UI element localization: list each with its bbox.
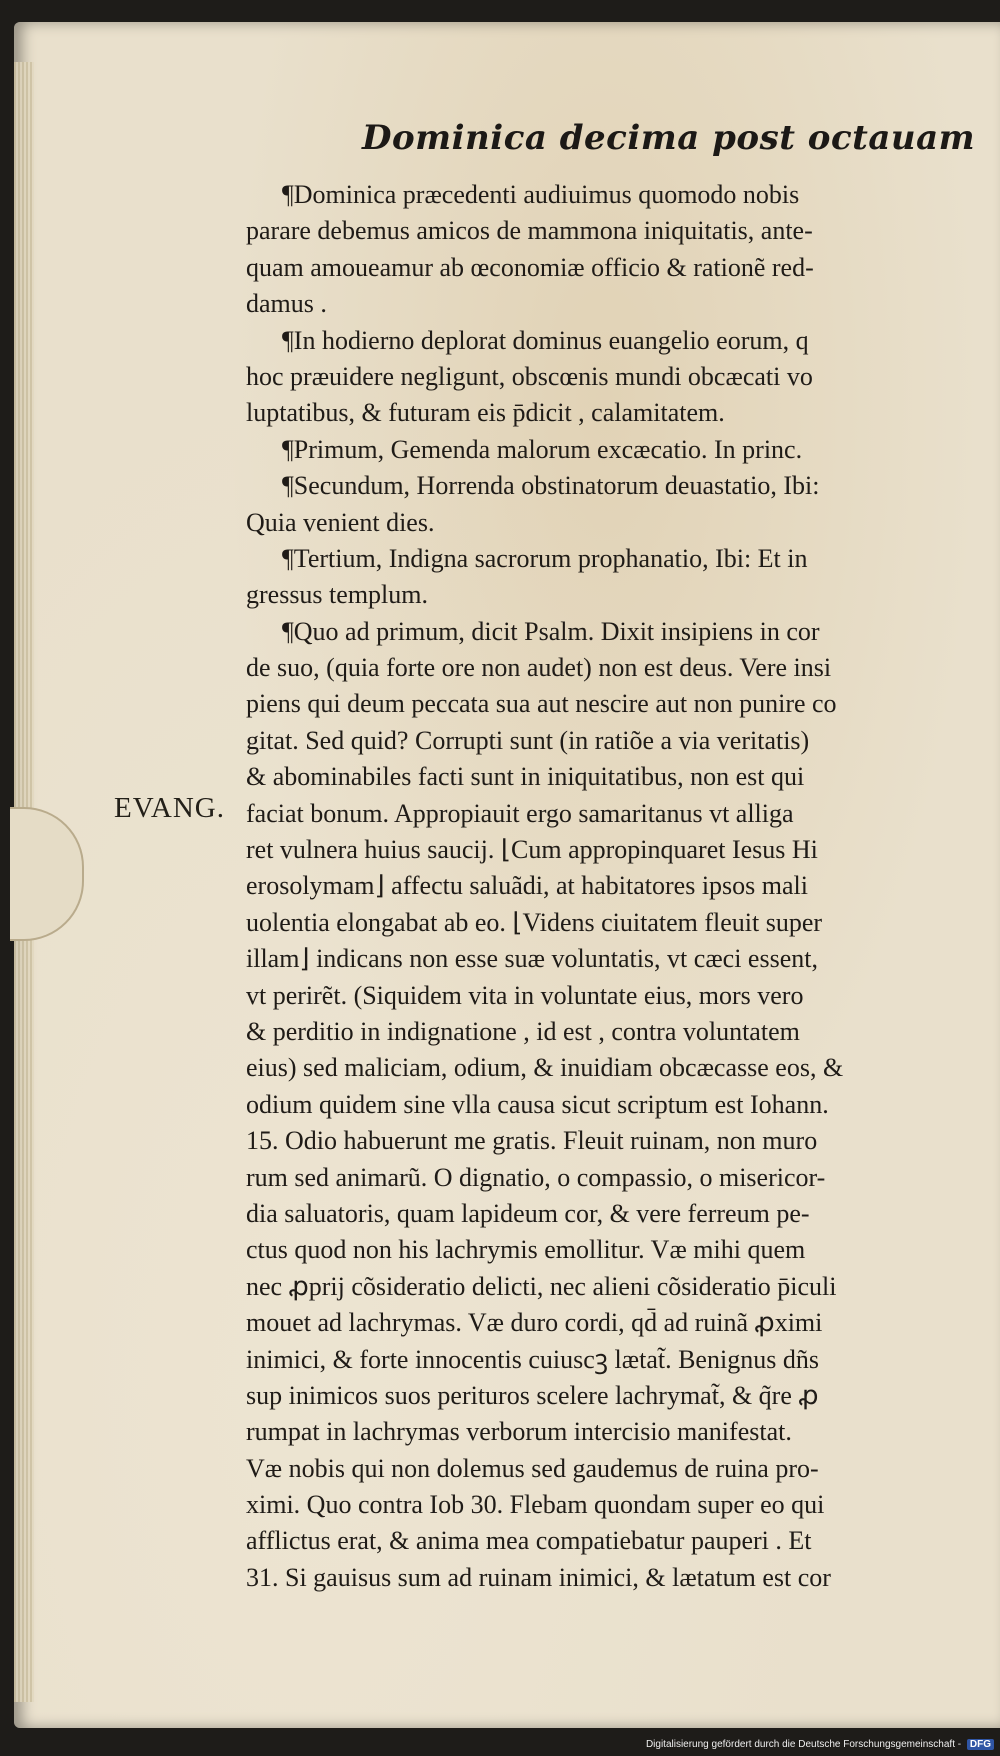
text-line: inimici, & forte innocentis cuiuscꝫ lætat̃. Benignus dñs — [246, 1344, 819, 1374]
text-line: hoc præuidere negligunt, obscœnis mundi obcæcati vo — [246, 361, 813, 391]
text-line: ¶Tertium, Indigna sacrorum prophanatio, Ibi: Et in — [282, 543, 808, 573]
margin-note: EVANG. — [114, 792, 225, 824]
text-line: vt perirẽt. (Siquidem vita in voluntate eius, mors vero — [246, 980, 804, 1010]
text-line: & abominabiles facti sunt in iniquitatibus, non est qui — [246, 762, 805, 792]
tab-marker — [10, 807, 84, 941]
running-title: Dominica decima post octauam — [362, 118, 976, 158]
text-line: ¶In hodierno deplorat dominus euangelio eorum, q — [282, 325, 809, 355]
text-line: ctus quod non his lachrymis emollitur. Væ mihi quem — [246, 1235, 806, 1265]
text-line: ¶Dominica præcedenti audiuimus quomodo nobis — [282, 180, 800, 209]
text-line: 31. Si gauisus sum ad ruinam inimici, & lætatum est cor — [246, 1562, 831, 1592]
text-line: ret vulnera huius saucij. ⌊Cum appropinquaret Iesus Hi — [246, 835, 818, 865]
text-line: erosolymam⌋ affectu saluãdi, at habitatores ipsos mali — [246, 871, 809, 901]
footer-credit — [646, 1739, 994, 1750]
text-line: quam amoueamur ab œconomiæ officio & rationẽ red- — [246, 252, 814, 282]
text-line: ximi. Quo contra Iob 30. Flebam quondam super eo qui — [246, 1490, 825, 1520]
text-line: de suo, (quia forte ore non audet) non est deus. Vere insi — [246, 653, 832, 683]
text-line: Quia venient dies. — [246, 507, 435, 537]
dfg-logo: DFG — [967, 1739, 994, 1750]
text-line: parare debemus amicos de mammona iniquitatis, ante- — [246, 216, 813, 246]
text-line: piens qui deum peccata sua aut nescire aut non punire co — [246, 689, 837, 719]
text-line: & perditio in indignatione , id est , contra voluntatem — [246, 1016, 800, 1046]
text-line: afflictus erat, & anima mea compatiebatur pauperi . Et — [246, 1526, 812, 1556]
footer-text: Digitalisierung gefördert durch die Deutsche Forschungsgemeinschaft - — [645, 1739, 962, 1750]
text-line: uolentia elongabat ab eo. ⌊Videns ciuitatem fleuit super — [246, 907, 823, 937]
text-line: rum sed animarũ. O dignatio, o compassio, o misericor- — [246, 1162, 826, 1192]
text-line: gitat. Sed quid? Corrupti sunt (in ratiõe a via veritatis) — [246, 725, 810, 755]
body-text — [246, 177, 974, 1596]
text-line: Væ nobis qui non dolemus sed gaudemus de ruina pro- — [246, 1453, 819, 1483]
text-line: dia saluatoris, quam lapideum cor, & vere ferreum pe- — [246, 1198, 810, 1228]
text-line: ¶Secundum, Horrenda obstinatorum deuastatio, Ibi: — [282, 471, 820, 501]
text-line: damus . — [246, 289, 327, 319]
book-page — [14, 22, 1000, 1728]
text-line: rumpat in lachrymas verborum intercisio manifestat. — [246, 1417, 792, 1447]
text-line: faciat bonum. Appropiauit ergo samaritanus vt alliga — [246, 798, 794, 828]
text-line: 15. Odio habuerunt me gratis. Fleuit ruinam, non muro — [246, 1126, 818, 1156]
text-line: ¶Quo ad primum, dicit Psalm. Dixit insipiens in cor — [282, 616, 820, 646]
text-line: illam⌋ indicans non esse suæ voluntatis, vt cæci essent, — [246, 944, 818, 974]
text-line: eius) sed maliciam, odium, & inuidiam obcæcasse eos, & — [246, 1053, 844, 1083]
text-line: sup inimicos suos perituros scelere lachrymat̃, & q̃re ꝓ — [246, 1380, 819, 1410]
text-line: luptatibus, & futuram eis p̄dicit , calamitatem. — [246, 398, 725, 428]
text-line: gressus templum. — [246, 580, 428, 610]
text-line: nec ꝓprij cõsideratio delicti, nec alieni cõsideratio p̄iculi — [246, 1271, 837, 1301]
text-line: ¶Primum, Gemenda malorum excæcatio. In princ. — [282, 434, 803, 464]
text-line: odium quidem sine vlla causa sicut scriptum est Iohann. — [246, 1089, 829, 1119]
text-line: mouet ad lachrymas. Væ duro cordi, qd̄ ad ruinã ꝓximi — [246, 1308, 823, 1338]
